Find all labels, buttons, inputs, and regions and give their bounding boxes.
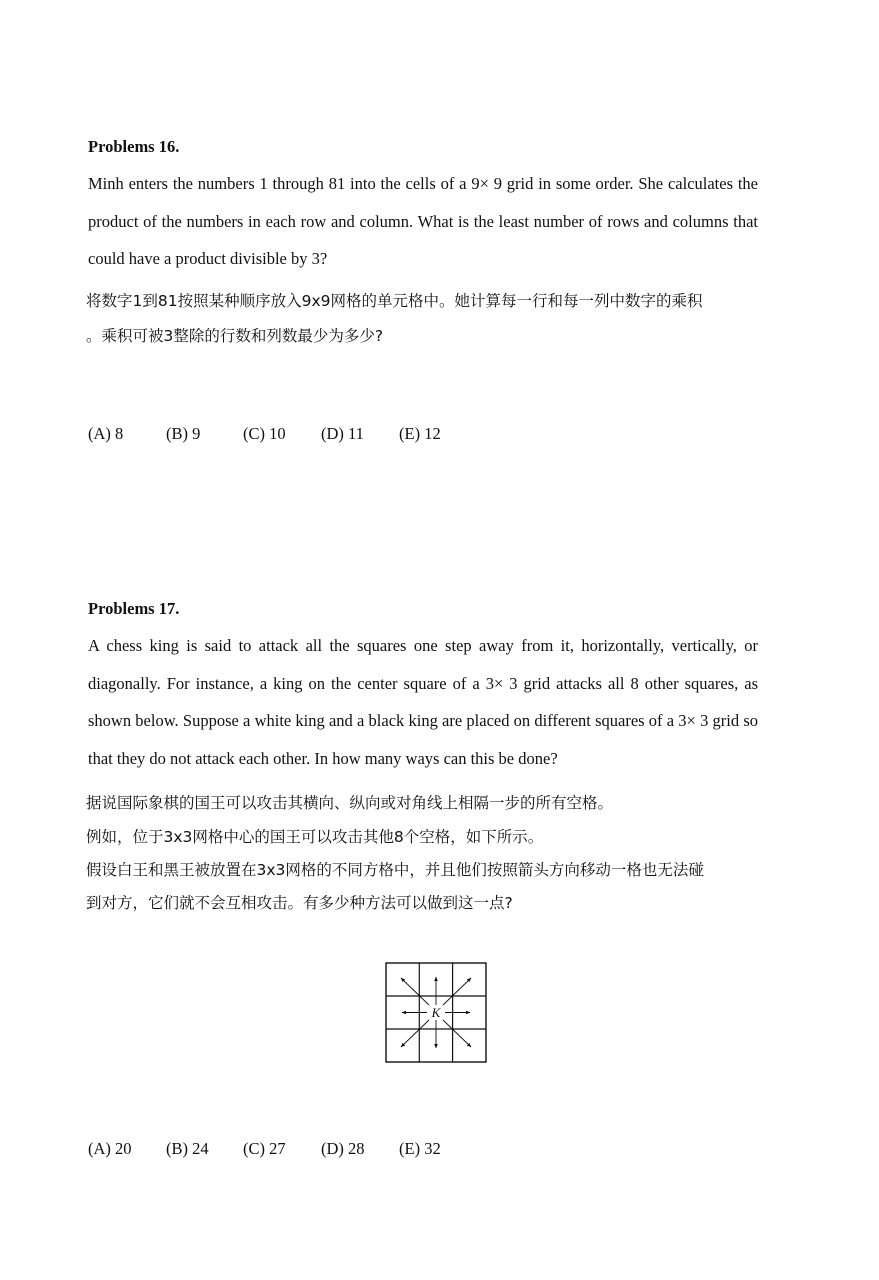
problem-16-choice-d[interactable]: (D) 11: [321, 424, 364, 443]
problem-17-choice-a[interactable]: (A) 20: [88, 1139, 132, 1158]
problem-16-chinese-line-1: 将数字1到81按照某种顺序放入9x9网格的单元格中。她计算每一行和每一列中数字的乘积: [86, 292, 703, 310]
problem-16-choice-c[interactable]: (C) 10: [243, 424, 286, 443]
problem-16-english-text: Minh enters the numbers 1 through 81 into the cells of a 9× 9 grid in some order. She calculates the product of the numbers in each row and column. What is the least number of rows and columns that could have a product divisible by 3?: [88, 174, 758, 268]
problem-16-choice-b[interactable]: (B) 9: [166, 424, 201, 443]
arrow-up-left-icon: [401, 978, 429, 1005]
problem-17-choice-c[interactable]: (C) 27: [243, 1139, 286, 1158]
arrow-down-right-icon: [443, 1020, 471, 1047]
king-grid-svg: [383, 961, 489, 1065]
problem-17-title: Problems 17.: [88, 599, 180, 618]
king-attack-grid-icon: [383, 961, 489, 1065]
problem-17-choice-b[interactable]: (B) 24: [166, 1139, 209, 1158]
arrow-up-right-icon: [443, 978, 471, 1005]
problem-17-choice-e[interactable]: (E) 32: [399, 1139, 441, 1158]
king-label: K: [431, 1005, 441, 1020]
arrow-down-left-icon: [401, 1020, 429, 1047]
problem-17-chinese-line-3: 假设白王和黑王被放置在3x3网格的不同方格中，并且他们按照箭头方向移动一格也无法碰: [86, 861, 704, 879]
problem-16-choice-a[interactable]: (A) 8: [88, 424, 124, 443]
problem-17-chinese-line-4: 到对方，它们就不会互相攻击。有多少种方法可以做到这一点?: [86, 894, 513, 912]
problem-16-chinese-line-2: 。乘积可被3整除的行数和列数最少为多少?: [86, 327, 384, 345]
problem-16-title: Problems 16.: [88, 137, 180, 156]
problem-16-choice-e[interactable]: (E) 12: [399, 424, 441, 443]
problem-17-chinese-line-1: 据说国际象棋的国王可以攻击其横向、纵向或对角线上相隔一步的所有空格。: [86, 794, 614, 812]
problem-17-choice-d[interactable]: (D) 28: [321, 1139, 365, 1158]
problem-17-chinese-line-2: 例如，位于3x3网格中心的国王可以攻击其他8个空格，如下所示。: [86, 828, 544, 846]
problem-17-english-text: A chess king is said to attack all the squares one step away from it, horizontally, vertically, or diagonally. For instance, a king on the center square of a 3× 3 grid attacks all 8 other squares, as shown below. Suppose a white king and a black king are placed on different squares of a 3× 3 grid so that they do not attack each other. In how many ways can this be done?: [88, 636, 758, 768]
